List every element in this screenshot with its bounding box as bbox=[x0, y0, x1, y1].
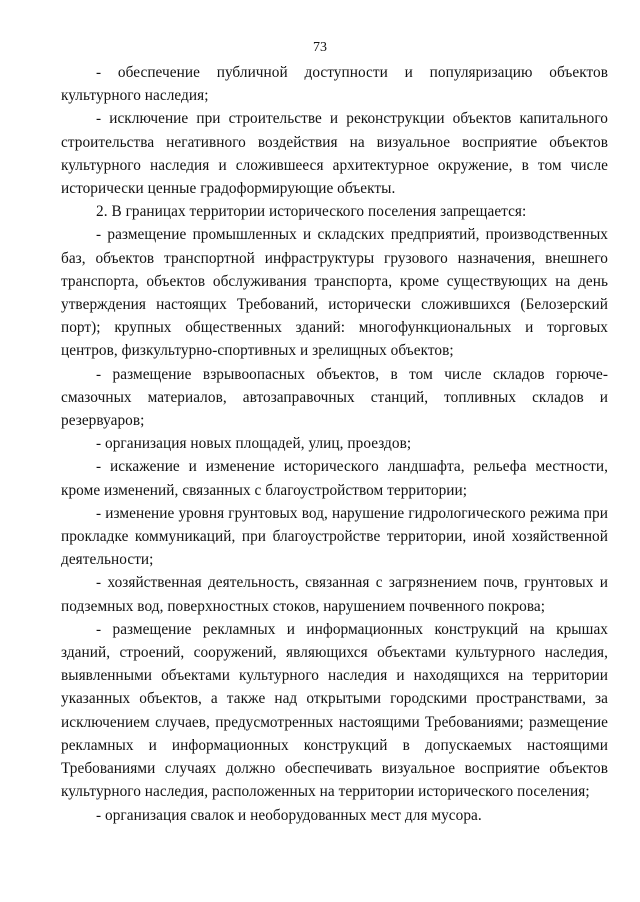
paragraph-public-access: - обеспечение публичной доступности и популяризацию объектов культурного наследия; bbox=[61, 64, 608, 105]
paragraph-groundwater: - изменение уровня грунтовых вод, нарушение гидрологического режима при прокладке коммуникаций, при благоустройстве территории, иной хозяйственной деятельности; bbox=[61, 504, 608, 569]
paragraph-section-heading: 2. В границах территории исторического поселения запрещается: bbox=[96, 203, 527, 221]
paragraph-new-squares: - организация новых площадей, улиц, проездов; bbox=[96, 435, 412, 453]
document-body bbox=[61, 61, 608, 827]
paragraph-industrial-placement: - размещение промышленных и складских предприятий, производственных баз, объектов транспортной инфраструктуры грузового назначения, внешнего транспорта, объектов обслуживания транспорта, кроме существующих на день утверждения настоящих Требований, исторически сложившихся (Белозерский порт); крупных общественных зданий: многофункциональных и торговых центров, физкультурно-спортивных и зрелищных объектов; bbox=[61, 226, 608, 360]
paragraph-landscape-distortion: - искажение и изменение исторического ландшафта, рельефа местности, кроме изменений, связанных с благоустройством территории; bbox=[61, 458, 608, 499]
paragraph-advertising: - размещение рекламных и информационных конструкций на крышах зданий, строений, сооружений, являющихся объектами культурного наследия, выявленными объектами культурного наследия и находящихся на территории указанных объектов, а также над открытыми городскими пространствами, за исключением случаев, предусмотренных настоящими Требованиями; размещение рекламных и информационных конструкций в допускаемых настоящими Требованиями случаях должно обеспечивать визуальное восприятие объектов культурного наследия, расположенных на территории исторического поселения; bbox=[61, 620, 608, 801]
paragraph-explosive-objects: - размещение взрывоопасных объектов, в том числе складов горюче-смазочных материалов, автозаправочных станций, топливных складов и резервуаров; bbox=[61, 365, 608, 430]
page-number: 73 bbox=[313, 40, 327, 55]
paragraph-dumps: - организация свалок и необорудованных мест для мусора. bbox=[96, 806, 482, 824]
paragraph-exclusion-negative-impact: - исключение при строительстве и реконструкции объектов капитального строительства негативного воздействия на визуальное восприятие объектов культурного наследия и сложившееся архитектурное окружение, в том числе исторически ценные градоформирующие объекты. bbox=[61, 110, 608, 198]
paragraph-pollution: - хозяйственная деятельность, связанная с загрязнением почв, грунтовых и подземных вод, поверхностных стоков, нарушением почвенного покрова; bbox=[61, 574, 608, 615]
